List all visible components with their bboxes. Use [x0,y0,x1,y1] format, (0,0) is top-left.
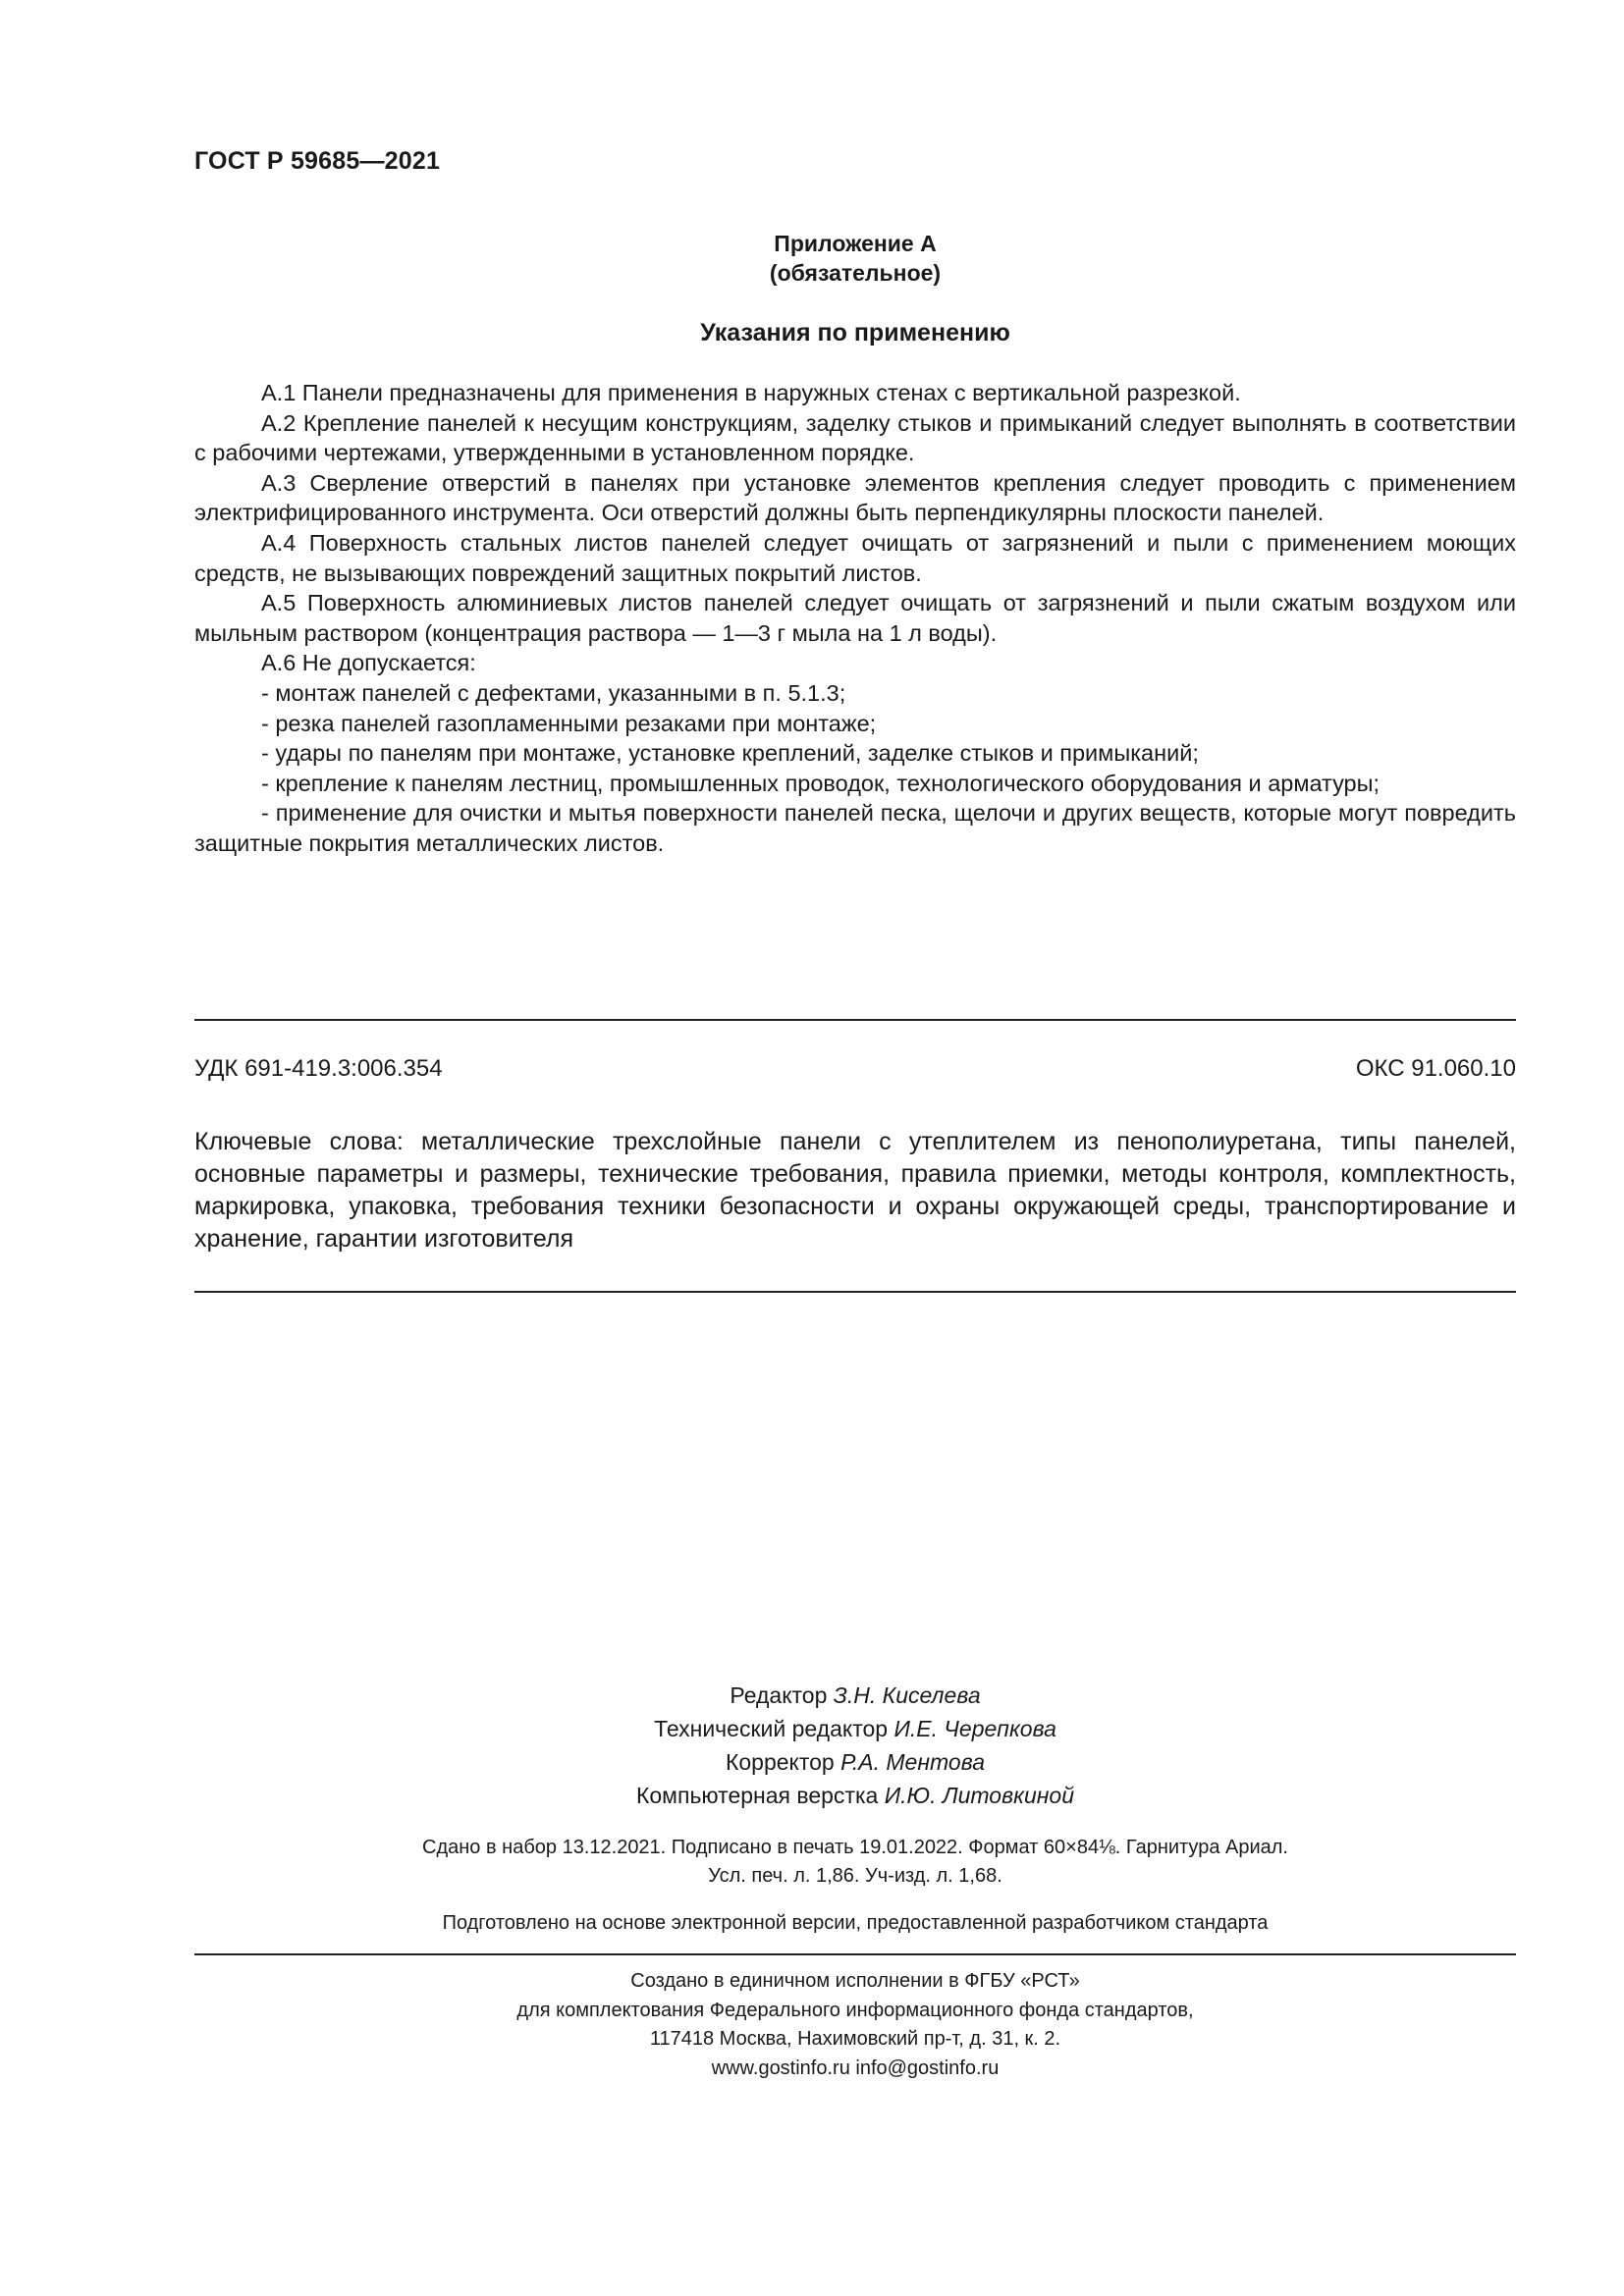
publisher-address: 117418 Москва, Нахимовский пр-т, д. 31, к. 2. [649,2028,1061,2050]
credit-layout: Компьютерная верстка И.Ю. Литовкиной [635,1783,1074,1808]
paragraph-a6: А.6 Не допускается: [261,650,476,676]
corrector-name: Р.А. Ментова [840,1749,985,1775]
tech-editor-name: И.Е. Черепкова [893,1716,1056,1741]
publisher-line: Создано в единичном исполнении в ФГБУ «РСТ» [630,1970,1080,1992]
publisher-contacts: www.gostinfo.ru info@gostinfo.ru [711,2056,1000,2079]
paragraph-a1: А.1 Панели предназначены для применения в наружных стенах с вертикальной разрезкой. [261,380,1241,405]
credit-corrector: Корректор Р.А. Ментова [725,1749,985,1775]
list-item: - резка панелей газопламенными резаками при монтаже; [261,710,877,736]
list-item: - удары по панелям при монтаже, установке креплений, заделке стыков и примыканий; [261,740,1199,767]
divider [194,1019,1516,1021]
standard-code: ГОСТ Р 59685—2021 [194,147,441,175]
list-item: - крепление к панелям лестниц, промышленных проводок, технологического оборудования и арматуры; [261,770,1380,796]
credits [194,1679,1516,1812]
paragraph-a5: А.5 Поверхность алюминиевых листов панелей следует очищать от загрязнений и пыли сжатым воздухом или мыльным раствором (концентрация раствора — 1—3 г мыла на 1 л воды). [194,590,1516,646]
annex-title: Приложение А [774,231,937,256]
paragraph-a2: А.2 Крепление панелей к несущим конструкциям, заделку стыков и примыканий следует выполнять в соответствии с рабочими чертежами, утвержденными в установленном порядке. [194,409,1516,466]
annex-body [194,378,1516,859]
section-heading: Указания по применению [700,319,1010,347]
editor-name: З.Н. Киселева [833,1682,981,1708]
annex-status: (обязательное) [769,260,942,286]
list-item: - применение для очистки и мытья поверхности панелей песка, щелочи и других веществ, которые могут повредить защитные покрытия металлических листов. [194,800,1516,856]
prepared-note: Подготовлено на основе электронной версии, предоставленной разработчиком стандарта [442,1912,1269,1934]
credit-tech-editor: Технический редактор И.Е. Черепкова [654,1716,1056,1741]
imprint-line: Усл. печ. л. 1,86. Уч-изд. л. 1,68. [708,1865,1002,1887]
divider [194,1953,1516,1955]
imprint [194,1834,1516,1891]
imprint-line: Сдано в набор 13.12.2021. Подписано в печать 19.01.2022. Формат 60×84⅛. Гарнитура Ариал. [422,1837,1288,1858]
layout-name: И.Ю. Литовкиной [884,1783,1074,1808]
publisher-info [194,1967,1516,2083]
oks-code: ОКС 91.060.10 [1355,1055,1516,1082]
credit-editor: Редактор З.Н. Киселева [730,1682,981,1708]
list-item: - монтаж панелей с дефектами, указанными в п. 5.1.3; [261,679,846,706]
keywords: Ключевые слова: металлические трехслойные панели с утеплителем из пенополиуретана, типы панелей, основные параметры и размеры, технические требования, правила приемки, методы контроля, комплектность, маркировка, упаковка, требования техники безопасности и охраны окружающей среды, транспортирование и хранение, гарантии изготовителя [194,1128,1516,1253]
udc-code: УДК 691-419.3:006.354 [194,1055,443,1082]
publisher-line: для комплектования Федерального информационного фонда стандартов, [516,1999,1194,2021]
divider [194,1291,1516,1293]
paragraph-a4: А.4 Поверхность стальных листов панелей следует очищать от загрязнений и пыли с применением моющих средств, не вызывающих повреждений защитных покрытий листов. [194,529,1516,586]
paragraph-a3: А.3 Сверление отверстий в панелях при установке элементов крепления следует проводить с применением электрифицированного инструмента. Оси отверстий должны быть перпендикулярны плоскости панелей. [194,469,1516,526]
